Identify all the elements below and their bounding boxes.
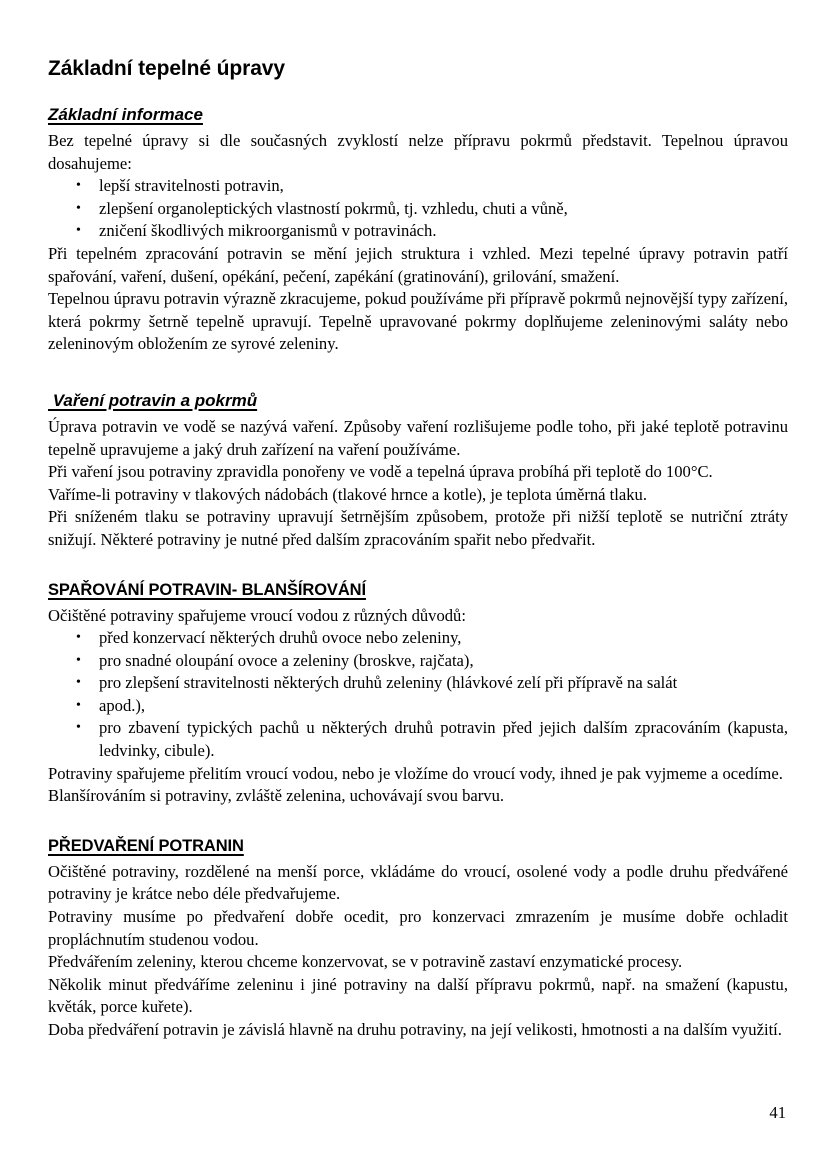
boiling-paragraph-4: Při sníženém tlaku se potraviny upravují šetrnějším způsobem, protože při nižší teplotě se nutriční ztráty snižují. Některé potraviny je nutné před dalším zpracováním spařit nebo předvařit. [48, 507, 788, 549]
blanching-bullet-list [48, 627, 788, 763]
list-item: • lepší stravitelnosti potravin, [48, 175, 788, 198]
section-heading-row [48, 104, 788, 130]
spacer [48, 356, 788, 390]
section-heading-precooking: PŘEDVAŘENÍ POTRANIN [48, 836, 244, 855]
boiling-paragraph-1: Úprava potravin ve vodě se nazývá vaření. Způsoby vaření rozlišujeme podle toho, při jaké teplotě potravinu tepelně upravujeme a jaký druh zařízení na vaření používáme. [48, 416, 788, 459]
precooking-paragraph-1: Očištěné potraviny, rozdělené na menší porce, vkládáme do vroucí, osolené vody a podle druhu předvářené potraviny je krátce nebo déle předvařujeme. [48, 861, 788, 904]
section-heading-row [48, 390, 788, 416]
basic-info-paragraph-2: Tepelnou úpravu potravin výrazně zkracujeme, pokud používáme při přípravě pokrmů nejnovější typy zařízení, která pokrmy šetrně tepelně upravují. Tepelně upravované pokrmy doplňujeme zeleninovými saláty nebo zeleninovým obložením ze syrové zeleniny. [48, 289, 788, 354]
precooking-paragraph-5: Doba předváření potravin je závislá hlavně na druhu potraviny, na její velikosti, hmotnosti a na dalším využití. [48, 1020, 782, 1039]
list-item: • zlepšení organoleptických vlastností pokrmů, tj. vzhledu, chuti a vůně, [48, 198, 788, 221]
section-heading-blanching: SPAŘOVÁNÍ POTRAVIN- BLANŠÍROVÁNÍ [48, 580, 366, 599]
list-item: • zničení škodlivých mikroorganismů v potravinách. [48, 220, 788, 243]
basic-info-bullet-list [48, 175, 788, 243]
list-item: • před konzervací některých druhů ovoce nebo zeleniny, [48, 627, 788, 650]
precooking-paragraph-4: Několik minut předváříme zeleninu i jiné potraviny na další přípravu pokrmů, např. na smažení (kapustu, květák, porce kuřete). [48, 974, 788, 1017]
list-item: • pro snadné oloupání ovoce a zeleniny (broskve, rajčata), [48, 650, 788, 673]
boiling-paragraph-2: Při vaření jsou potraviny zpravidla ponořeny ve vodě a tepelná úprava probíhá při teplotě do 100°C. [48, 462, 713, 482]
section-basic-info [48, 104, 788, 356]
page-title: Základní tepelné úpravy [48, 57, 285, 80]
section-heading-row [48, 836, 788, 861]
basic-info-paragraph-1: Při tepelném zpracování potravin se mění jejich struktura i vzhled. Mezi tepelné úpravy potravin patří spařování, vaření, dušení, opékání, pečení, zapékání (gratinování), grilování, smažení. [48, 243, 788, 286]
document-body [48, 56, 788, 1042]
blanching-paragraph-2: Blanšírováním si potraviny, zvláště zelenina, uchovávají svou barvu. [48, 786, 505, 806]
boiling-paragraph-3: Vaříme-li potraviny v tlakových nádobách (tlakové hrnce a kotle), je teplota úměrná tlaku. [48, 484, 648, 504]
spacer [48, 808, 788, 836]
list-item: • pro zlepšení stravitelnosti některých druhů zeleniny (hlávkové zelí při přípravě na salát [48, 672, 788, 695]
section-heading-basic-info: Základní informace [48, 105, 203, 124]
spacer [48, 552, 788, 580]
list-item: • apod.), [48, 695, 788, 718]
basic-info-intro-paragraph: Bez tepelné úpravy si dle současných zvyklostí nelze přípravu pokrmů představit. Tepelnou úpravou dosahujeme: [48, 131, 788, 173]
section-heading-row [48, 580, 788, 605]
blanching-intro-paragraph: Očištěné potraviny spařujeme vroucí vodou z různých důvodů: [48, 605, 466, 625]
precooking-paragraph-3: Předvářením zeleniny, kterou chceme konzervovat, se v potravině zastaví enzymatické procesy. [48, 952, 683, 972]
section-boiling [48, 390, 788, 552]
section-blanching [48, 580, 788, 808]
section-precooking [48, 836, 788, 1042]
page-number: 41 [769, 1103, 786, 1122]
blanching-paragraph-1: Potraviny spařujeme přelitím vroucí vodou, nebo je vložíme do vroucí vody, ihned je pak vyjmeme a ocedíme. [48, 763, 783, 783]
list-item: • pro zbavení typických pachů u některých druhů potravin před jejich dalším zpracováním (kapusta, ledvinky, cibule). [48, 717, 788, 762]
section-heading-boiling: Vaření potravin a pokrmů [48, 390, 258, 410]
precooking-paragraph-2: Potraviny musíme po předvaření dobře ocedit, pro konzervaci zmrazením je musíme dobře ochladit propláchnutím studenou vodou. [48, 907, 788, 949]
